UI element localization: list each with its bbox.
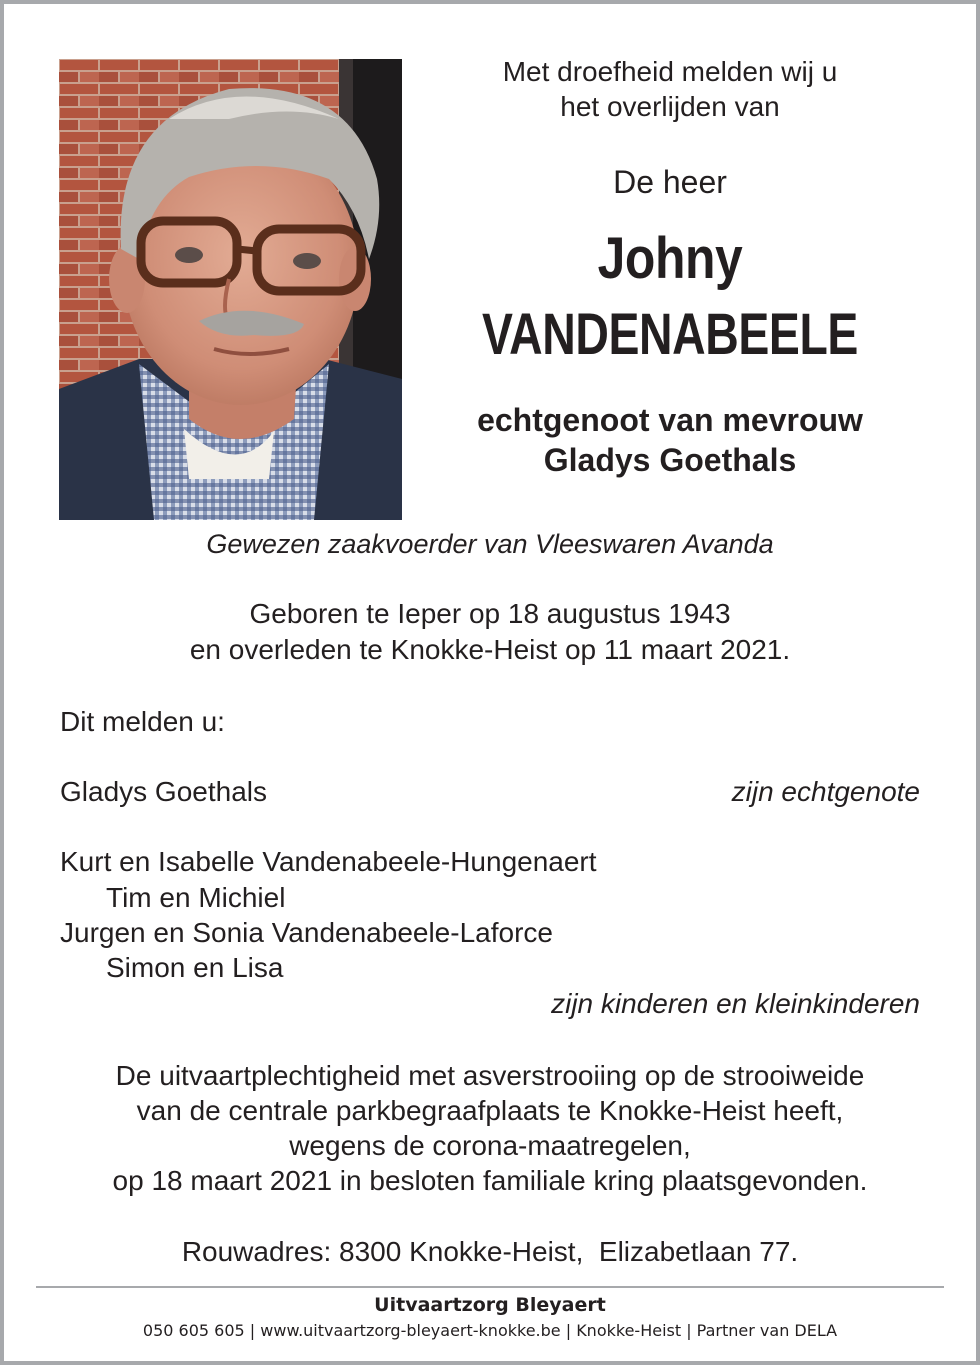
funeral-company-info: 050 605 605 | www.uitvaartzorg-bleyaert-knokke.be | Knokke-Heist | Partner van DELA (142, 1321, 838, 1340)
family-member: Simon en Lisa (106, 952, 284, 983)
deceased-first-name: Johny (597, 226, 743, 291)
deceased-last-name: VANDENABEELE (482, 302, 858, 367)
spouse-line-2: Gladys Goethals (543, 442, 797, 478)
footer-divider (36, 1286, 944, 1288)
portrait-photo (59, 59, 402, 520)
spouse-line-1: echtgenoot van mevrouw (477, 402, 863, 438)
death-line: en overleden te Knokke-Heist op 11 maart 2021. (189, 634, 791, 665)
ceremony-line-1: De uitvaartplechtigheid met asverstrooiing op de strooiweide (115, 1060, 865, 1091)
ceremony-line-4: op 18 maart 2021 in besloten familiale kring plaatsgevonden. (112, 1165, 868, 1196)
ceremony-line-2: van de centrale parkbegraafplaats te Knokke-Heist heeft, (136, 1095, 844, 1126)
family-member: Jurgen en Sonia Vandenabeele-Laforce (60, 917, 553, 948)
occupation-line: Gewezen zaakvoerder van Vleeswaren Avanda (206, 529, 774, 559)
family-role: zijn kinderen en kleinkinderen (551, 988, 920, 1019)
announcement-header (420, 54, 920, 480)
birth-line: Geboren te Ieper op 18 augustus 1943 (249, 598, 731, 629)
ceremony-line-3: wegens de corona-maatregelen, (289, 1130, 691, 1161)
spouse-role: zijn echtgenote (731, 776, 920, 807)
announcers-intro: Dit melden u: (60, 706, 225, 737)
announcement-line-1: Met droefheid melden wij u (502, 56, 838, 87)
salutation: De heer (613, 164, 727, 200)
funeral-company-name: Uitvaartzorg Bleyaert (374, 1294, 606, 1316)
family-member: Tim en Michiel (106, 882, 286, 913)
announcement-line-2: het overlijden van (560, 91, 780, 122)
family-member: Kurt en Isabelle Vandenabeele-Hungenaert (60, 846, 597, 877)
mourning-address: Rouwadres: 8300 Knokke-Heist, Elizabetlaan 77. (181, 1236, 799, 1267)
spouse-name: Gladys Goethals (60, 776, 267, 807)
